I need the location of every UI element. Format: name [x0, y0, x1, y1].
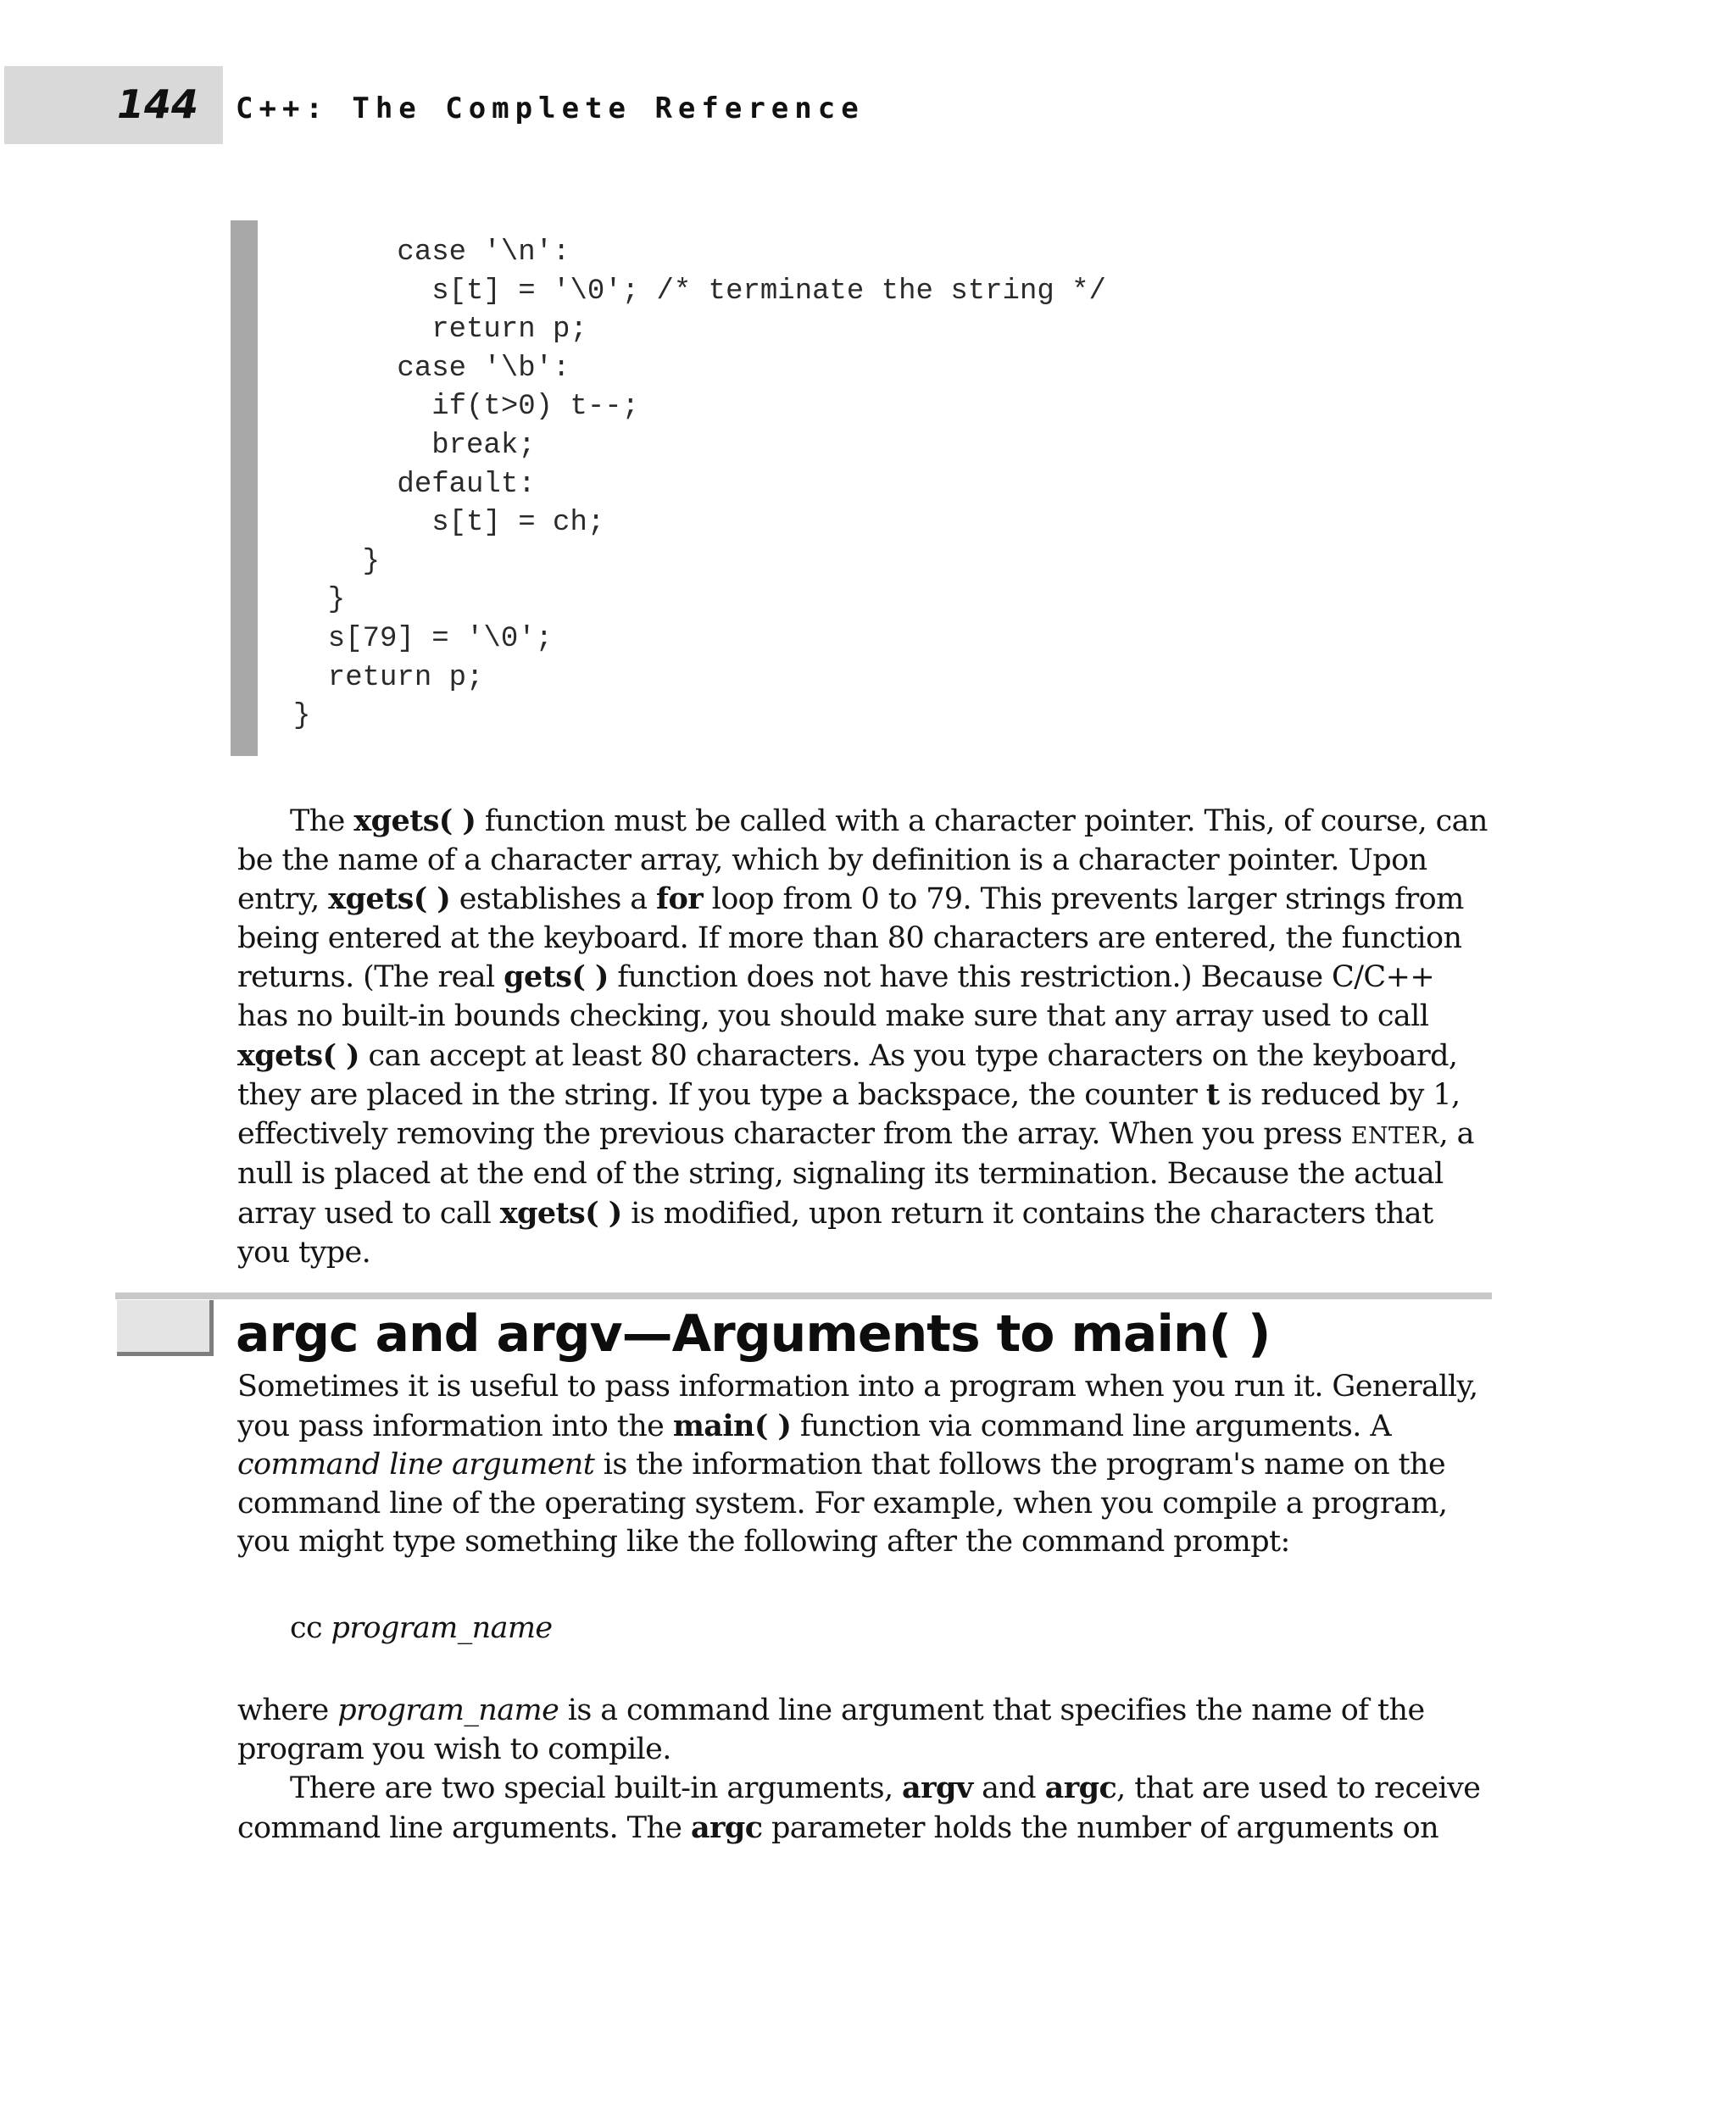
- paragraph-argc-argv: There are two special built-in arguments, argv and argc, that are used to receive command line arguments. The argc parameter holds the number of arguments on: [237, 1771, 1481, 1845]
- code-line: }: [293, 545, 381, 578]
- code-line: }: [293, 584, 346, 617]
- enter-key-label: ENTER: [1350, 1122, 1439, 1149]
- section-heading: argc and argv—Arguments to main( ): [236, 1304, 1271, 1364]
- code-line: s[t] = '\0'; /* terminate the string */: [293, 275, 1106, 308]
- section-marker-icon: [117, 1300, 214, 1356]
- section-rule: [115, 1293, 1492, 1299]
- code-listing: [293, 234, 1106, 737]
- code-line: if(t>0) t--;: [293, 391, 640, 424]
- code-line: default:: [293, 468, 536, 501]
- code-line: s[79] = '\0';: [293, 622, 554, 655]
- paragraph-command-line-intro: Sometimes it is useful to pass information into a program when you run it. Generally, you pass information into the main( ) function via command line arguments. A command line argument is the information that follows the program's name on the command line of the operating system. For example, when you compile a program, you might type something like the following after the command prompt:: [237, 1370, 1478, 1559]
- code-line: case '\n':: [293, 236, 570, 269]
- running-title: C++: The Complete Reference: [236, 92, 865, 125]
- code-line: break;: [293, 429, 536, 462]
- code-line: return p;: [293, 314, 587, 347]
- paragraph-xgets-explanation: The xgets( ) function must be called with a character pointer. This, of course, can be the name of a character array, which by definition is a character pointer. Upon entry, xgets( ) establishes a for loop from 0 to 79. This prevents larger strings from being entered at the keyboard. If more than 80 characters are entered, the function returns. (The real gets( ) function does not have this restriction.) Because C/C++ has no built-in bounds checking, you should make sure that any array used to call xgets( ) can accept at least 80 characters. As you type characters on the keyboard, they are placed in the string. If you type a backspace, the counter t is reduced by 1, effectively removing the previous character from the array. When you press ENTER, a null is placed at the end of the string, signaling its termination. Because the actual array used to call xgets( ) is modified, upon return it contains the characters that you type.: [237, 803, 1488, 1270]
- code-line: s[t] = ch;: [293, 507, 605, 540]
- code-line: case '\b':: [293, 352, 570, 385]
- code-line: }: [293, 700, 311, 733]
- paragraph-program-name: where program_name is a command line argument that specifies the name of the program you wish to compile. There are two special built-in arguments, argv and argc, that are used to receive command line arguments. The argc parameter holds the number of arguments on: [237, 1692, 1492, 1848]
- command-example: cc program_name: [290, 1611, 553, 1645]
- code-line: return p;: [293, 661, 484, 694]
- page-number: 144: [117, 81, 199, 127]
- code-margin-bar: [231, 220, 258, 756]
